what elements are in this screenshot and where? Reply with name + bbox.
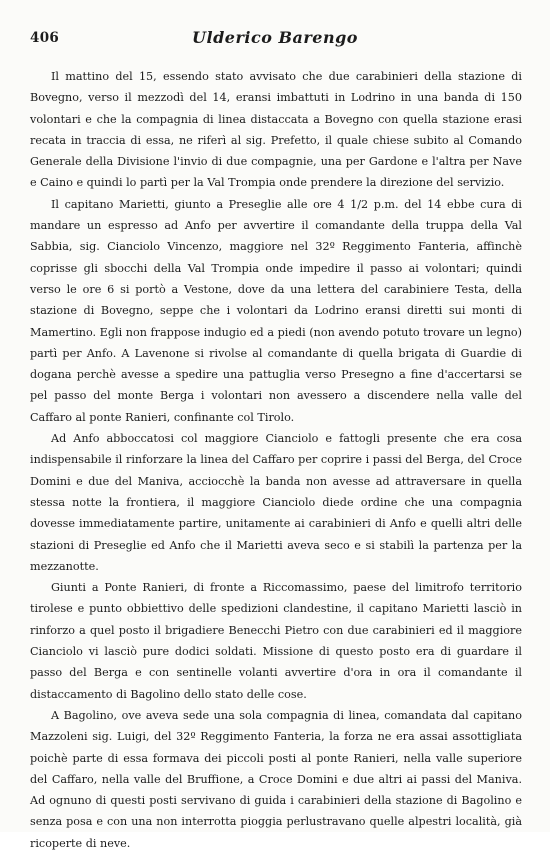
paragraph: Giunti a Ponte Ranieri, di fronte a Riccomassimo, paese del limitrofo territorio tirolese e punto obbiettivo delle spedizioni clandestine, il capitano Marietti lasciò in rinforzo a quel posto il brigadiere Benecchi Pietro con due carabinieri ed il maggiore Cianciolo vi lasciò pure dodici soldati. Missione di questo posto era di guardare il passo del Berga e con sentinelle volanti avvertire d'ora in ora il comandante il distaccamento di Bagolino dello stato delle cose. bbox=[30, 581, 522, 701]
paragraph: A Bagolino, ove aveva sede una sola compagnia di linea, comandata dal capitano Mazzoleni sig. Luigi, del 32º Reggimento Fanteria, la forza ne era assai assottigliata poichè parte di essa formava dei piccoli posti al ponte Ranieri, nella valle superiore del Caffaro, nella valle del Bruffione, a Croce Domini e due altri ai passi del Maniva. Ad ognuno di questi posti servivano di guida i carabinieri della stazione di Bagolino e senza posa e con una non interrotta pioggia perlustravano quelle alpestri località, già ricoperte di neve. bbox=[30, 708, 522, 850]
paragraph: Ad Anfo abboccatosi col maggiore Cianciolo e fattogli presente che era cosa indispensabile il rinforzare la linea del Caffaro per coprire i passi del Berga, del Croce Domini e due del Maniva, acciocchè la banda non avesse ad attraversare in quella stessa notte la frontiera, il maggiore Cianciolo diede ordine che una compagnia dovesse immediatamente partire, unitamente ai carabinieri di Anfo e quelli altri delle stazioni di Preseglie ed Anfo che il Marietti aveva seco e si stabilì la partenza per la mezzanotte. bbox=[30, 432, 522, 573]
running-head-author: Ulderico Barengo bbox=[192, 28, 358, 47]
page-header bbox=[30, 28, 520, 56]
paragraph: Il mattino del 15, essendo stato avvisato che due carabinieri della stazione di Bovegno, verso il mezzodì del 14, eransi imbattuti in Lodrino in una banda di 150 volontari e che la compagnia di linea distaccata a Bovegno con quella stazione erasi recata in traccia di essa, ne riferì al sig. Prefetto, il quale chiese subito al Comando Generale della Divisione l'invio di due compagnie, una per Gardone e l'altra per Nave e Caino e quindi lo partì per la Val Trompia onde prendere la direzione del servizio. bbox=[30, 70, 522, 190]
paragraph: Il capitano Marietti, giunto a Preseglie alle ore 4 1/2 p.m. del 14 ebbe cura di mandare un espresso ad Anfo per avvertire il comandante della truppa della Val Sabbia, sig. Cianciolo Vincenzo, maggiore nel 32º Reggimento Fanteria, affinchè coprisse gli sbocchi della Val Trompia onde impedire il passo ai volontari; quindi verso le ore 6 si portò a Vestone, dove da una lettera del carabiniere Testa, della stazione di Bovegno, seppe che i volontari da Lodrino eransi diretti sui monti di Mamertino. Egli non frappose indugio ed a piedi (non avendo potuto trovare un legno) partì per Anfo. A Lavenone si rivolse al comandante di quella brigata di Guardie di dogana perchè avesse a spedire una pattuglia verso Presegno a fine d'accertarsi se pel passo del monte Berga i volontari non avessero a discendere nella valle del Caffaro al ponte Ranieri, confinante col Tirolo. bbox=[30, 197, 522, 424]
page-number: 406 bbox=[30, 30, 60, 46]
body-text bbox=[30, 66, 522, 854]
